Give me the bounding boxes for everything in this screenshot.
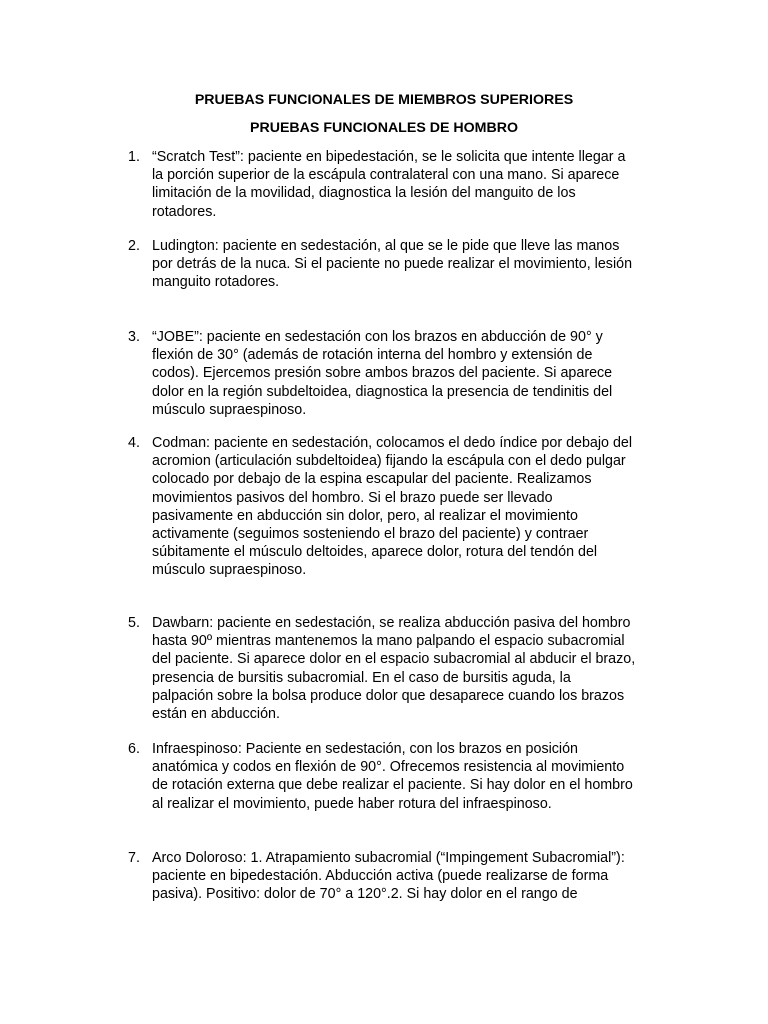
text-line: hasta 90º mientras mantenemos la mano palpando el espacio subacromial: [152, 633, 625, 650]
list-item-text: [152, 148, 668, 221]
page-title: PRUEBAS FUNCIONALES DE MIEMBROS SUPERIORES: [194, 92, 574, 108]
list-item-number: 2.: [128, 238, 140, 254]
text-line: Ludington: paciente en sedestación, al que se le pide que lleve las manos: [152, 238, 620, 254]
text-line: anatómica y codos en flexión de 90°. Ofrecemos resistencia al movimiento: [152, 759, 625, 776]
text-line: Codman: paciente en sedestación, colocamos el dedo índice por debajo del: [152, 435, 633, 451]
text-line: “JOBE”: paciente en sedestación con los brazos en abducción de 90° y: [152, 329, 603, 345]
text-line: al realizar el movimiento, puede haber rotura del infraespinoso.: [152, 795, 552, 812]
list-item-number: 5.: [128, 615, 140, 631]
text-line: paciente en bipedestación. Abducción activa (puede realizarse de forma: [152, 868, 609, 885]
list-item-number: 4.: [128, 435, 140, 451]
text-line: limitación de la movilidad, diagnostica la lesión del manguito de los: [152, 185, 576, 202]
text-line: Dawbarn: paciente en sedestación, se realiza abducción pasiva del hombro: [152, 615, 631, 631]
text-line: dolor en la región subdeltoidea, diagnostica la presencia de tendinitis del: [152, 383, 613, 400]
text-line: palpación sobre la bolsa produce dolor que desaparece cuando los brazos: [152, 687, 625, 704]
list-item-text: [152, 849, 668, 904]
list-item-number: 3.: [128, 329, 140, 345]
page-subtitle: PRUEBAS FUNCIONALES DE HOMBRO: [250, 120, 518, 136]
text-line: acromion (articulación subdeltoidea) fijando la escápula con el dedo pulgar: [152, 453, 626, 470]
text-line: por detrás de la nuca. Si el paciente no puede realizar el movimiento, lesión: [152, 256, 633, 273]
text-line: movimientos pasivos del hombro. Si el brazo puede ser llevado: [152, 489, 553, 506]
text-line: están en abducción.: [152, 706, 280, 723]
text-line: músculo supraespinoso.: [152, 401, 307, 418]
list-item-text: [152, 434, 668, 580]
text-line: rotadores.: [152, 203, 217, 220]
text-line: Arco Doloroso: 1. Atrapamiento subacromial (“Impingement Subacromial”):: [152, 850, 625, 866]
list-item-number: 6.: [128, 741, 140, 757]
text-line: activamente (seguimos sosteniendo el brazo del paciente) y contraer: [152, 526, 589, 543]
list-item-text: [152, 740, 668, 813]
text-line: colocado por debajo de la espina escapular del paciente. Realizamos: [152, 471, 592, 488]
text-line: codos). Ejercemos presión sobre ambos brazos del paciente. Si aparece: [152, 365, 613, 382]
text-line: Infraespinoso: Paciente en sedestación, con los brazos en posición: [152, 741, 578, 757]
text-line: manguito rotadores.: [152, 274, 280, 291]
list-item-text: [152, 328, 668, 419]
text-line: pasiva). Positivo: dolor de 70° a 120°.2. Si hay dolor en el rango de: [152, 886, 578, 903]
text-line: la porción superior de la escápula contralateral con una mano. Si aparece: [152, 167, 620, 184]
list-item-text: [152, 237, 668, 292]
text-line: “Scratch Test”: paciente en bipedestación, se le solicita que intente llegar a: [152, 149, 626, 165]
text-line: pasivamente en abducción sin dolor, pero, al realizar el movimiento: [152, 507, 578, 524]
text-line: de rotación externa que debe realizar el paciente. Si hay dolor en el hombro: [152, 777, 633, 794]
list-item-number: 1.: [128, 149, 140, 165]
text-line: músculo supraespinoso.: [152, 562, 307, 579]
text-line: súbitamente el músculo deltoides, aparece dolor, rotura del tendón del: [152, 544, 598, 561]
list-item-text: [152, 614, 668, 723]
list-item-number: 7.: [128, 850, 140, 866]
text-line: presencia de bursitis subacromial. En el caso de bursitis aguda, la: [152, 669, 571, 686]
text-line: flexión de 30° (además de rotación interna del hombro y extensión de: [152, 347, 593, 364]
text-line: del paciente. Si aparece dolor en el espacio subacromial al abducir el brazo,: [152, 651, 636, 668]
